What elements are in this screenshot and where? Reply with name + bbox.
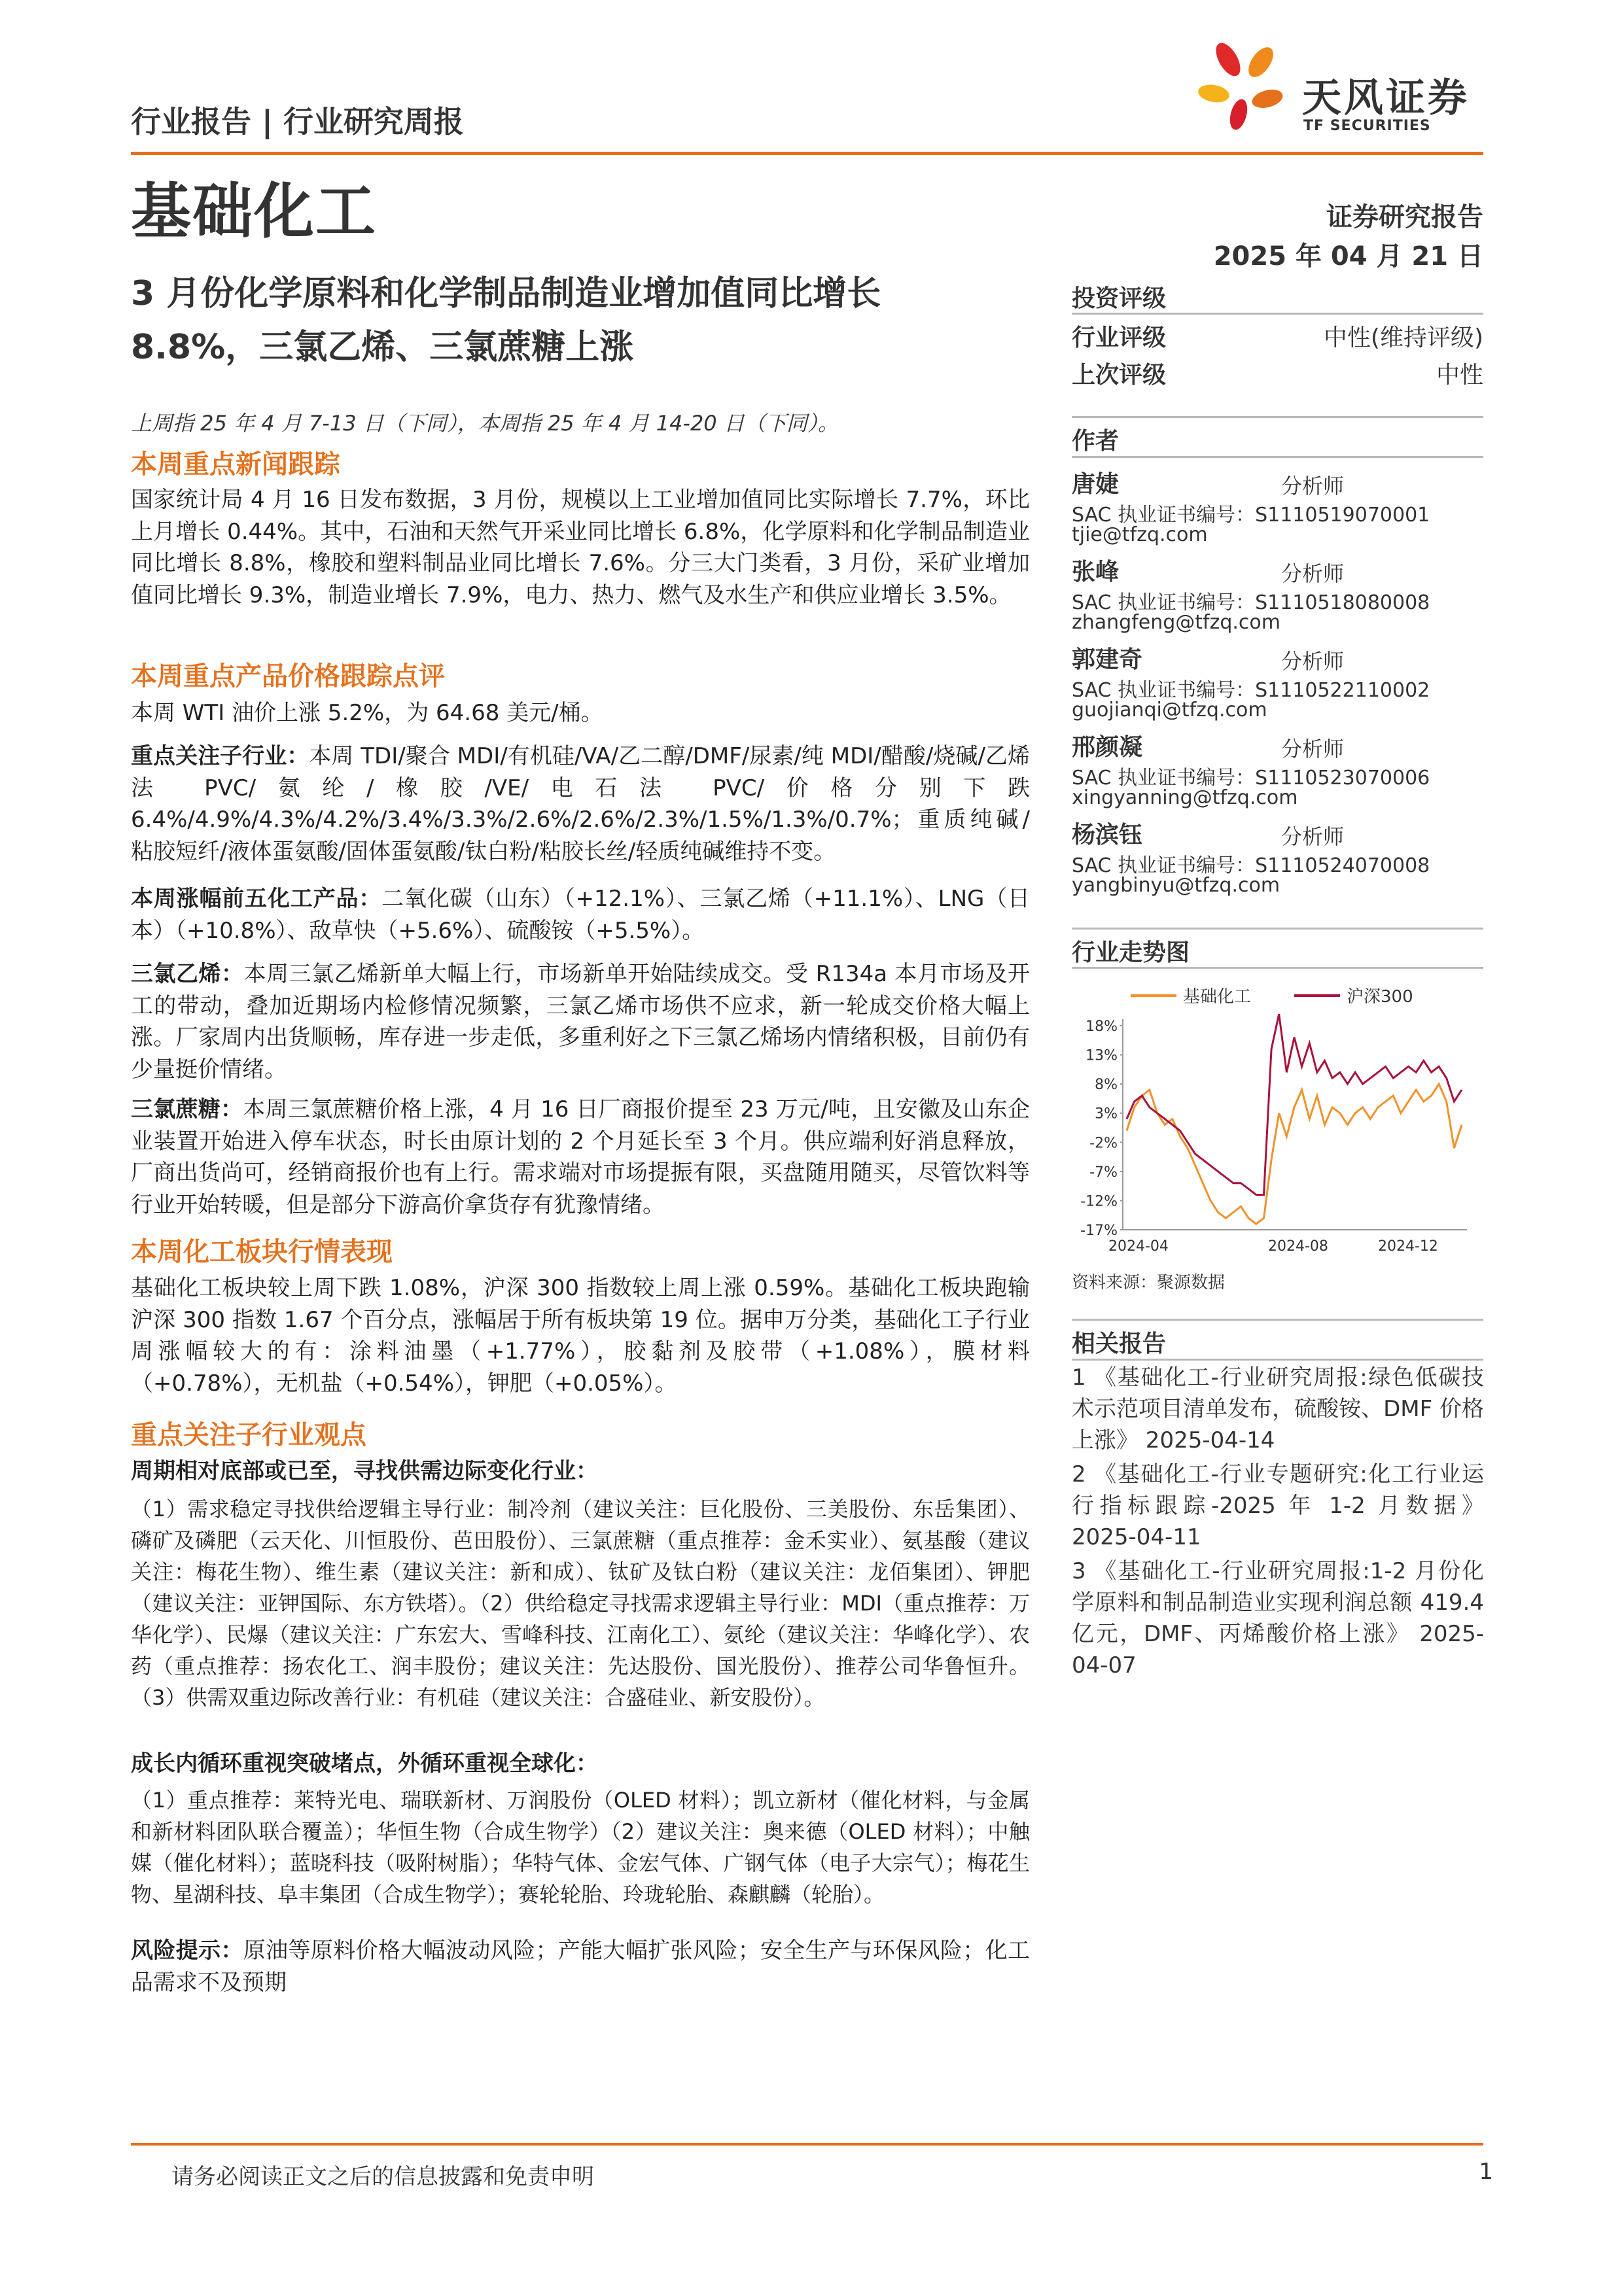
legend-label-0: 基础化工 — [1183, 987, 1252, 1007]
rating-head: 投资评级 — [1072, 285, 1167, 312]
author-sac: SAC 执业证书编号：S1110519070001 — [1072, 504, 1430, 527]
trend-head: 行业走势图 — [1072, 939, 1190, 966]
prev-rating-value: 中性 — [1436, 362, 1483, 389]
section-sector-head: 本周化工板块行情表现 — [131, 1237, 393, 1267]
y-tick-label: 8% — [1095, 1077, 1118, 1094]
cycle-head: 周期相对底部或已至，寻找供需边际变化行业： — [131, 1458, 598, 1484]
related-divider — [1072, 1359, 1483, 1361]
author-sac: SAC 执业证书编号：S1110523070006 — [1072, 767, 1430, 790]
related-head: 相关报告 — [1072, 1331, 1167, 1357]
growth-head: 成长内循环重视突破堵点，外循环重视全球化： — [131, 1750, 598, 1777]
author-role: 分析师 — [1281, 737, 1345, 761]
y-tick-label: -17% — [1080, 1223, 1118, 1239]
author-sac: SAC 执业证书编号：S1110518080008 — [1072, 591, 1430, 614]
prev-rating-label: 上次评级 — [1072, 362, 1167, 389]
sucralose-paragraph — [131, 1094, 1030, 1221]
risk-body: 原油等原料价格大幅波动风险；产能大幅扩张风险；安全生产与环保风险；化工品需求不及预期 — [131, 1938, 1030, 1996]
footer-divider — [131, 2143, 1483, 2146]
authors-head: 作者 — [1072, 428, 1120, 455]
author-role: 分析师 — [1281, 649, 1345, 674]
industry-rating-label: 行业评级 — [1072, 324, 1167, 351]
y-tick-label: -12% — [1080, 1193, 1118, 1210]
report-type: 行业报告 | 行业研究周报 — [131, 104, 464, 139]
y-tick-label: -2% — [1089, 1135, 1118, 1152]
y-tick-label: 13% — [1086, 1047, 1118, 1064]
top5-body: 二氧化碳（山东）（+12.1%）、三氯乙烯（+11.1%）、LNG（日本）（+10.8%）、敌草快（+5.6%）、硫酸铵（+5.5%）。 — [131, 886, 1030, 944]
author-name: 杨滨钰 — [1072, 822, 1143, 848]
y-tick-label: 3% — [1095, 1105, 1118, 1122]
main-title — [131, 267, 1047, 374]
tce-paragraph — [131, 958, 1030, 1085]
author-email[interactable]: tjie@tfzq.com — [1072, 523, 1208, 546]
related-item[interactable]: 1 《基础化工-行业研究周报:绿色低碳技术示范项目清单发布，硫酸铵、DMF 价格上涨》 2025-04-14 — [1072, 1365, 1484, 1453]
author-email[interactable]: zhangfeng@tfzq.com — [1072, 611, 1280, 634]
author-name: 张峰 — [1072, 559, 1120, 585]
growth-body: （1）重点推荐：莱特光电、瑞联新材、万润股份（OLED 材料）；凯立新材（催化材料，与金属和新材料团队联合覆盖）；华恒生物（合成生物学）（2）建议关注：奥来德（OLED 材料）；中触媒（催化材料）；蓝晓科技（吸附树脂）；华特气体、金宏气体、广钢气体（电子大宗气）；梅花生物、星湖科技、阜丰集团（合成生物学）；赛轮轮胎、玲珑轮胎、森麒麟（轮胎）。 — [131, 1788, 1030, 1907]
chart-source: 资料来源：聚源数据 — [1072, 1273, 1226, 1293]
author-role: 分析师 — [1281, 561, 1345, 586]
report-kind: 证券研究报告 — [1326, 202, 1483, 232]
industry-rating-value: 中性(维持评级) — [1323, 324, 1483, 351]
author-name: 邢颜凝 — [1072, 734, 1143, 761]
author-sac: SAC 执业证书编号：S1110522110002 — [1072, 679, 1430, 702]
risk-paragraph — [131, 1935, 1030, 1998]
logo — [1194, 36, 1292, 134]
rating-divider — [1072, 313, 1483, 315]
wti-text: 本周 WTI 油价上涨 5.2%，为 64.68 美元/桶。 — [131, 700, 603, 726]
logo-name: 天风证券 — [1302, 75, 1470, 121]
legend-label-1: 沪深300 — [1347, 987, 1413, 1007]
footer-disclaimer[interactable]: 请务必阅读正文之后的信息披露和免责申明 — [171, 2164, 594, 2190]
trend-divider — [1072, 967, 1483, 969]
tce-label: 三氯乙烯： — [131, 961, 244, 987]
author-role: 分析师 — [1281, 824, 1345, 849]
author-name: 郭建奇 — [1072, 646, 1143, 673]
related-item[interactable]: 3 《基础化工-行业研究周报:1-2 月份化学原料和制品制造业实现利润总额 419.4 亿元，DMF、丙烯酸价格上涨》 2025-04-07 — [1072, 1558, 1484, 1679]
author-email[interactable]: xingyanning@tfzq.com — [1072, 786, 1298, 809]
related-item[interactable]: 2 《基础化工-行业专题研究:化工行业运行指标跟踪-2025 年 1-2 月数据》 2025-04-11 — [1072, 1461, 1484, 1550]
focus-label: 重点关注子行业： — [131, 743, 309, 769]
trend-top-divider — [1072, 928, 1483, 930]
plot-area — [1080, 1014, 1467, 1255]
period-note: 上周指 25 年 4 月 7-13 日（下同），本周指 25 年 4 月 14-20 日（下同）。 — [131, 411, 839, 436]
title-line-2: 8.8%，三氯乙烯、三氯蔗糖上涨 — [131, 328, 634, 367]
top5-paragraph — [131, 883, 1030, 947]
series-line-0 — [1127, 1084, 1462, 1224]
trend-chart-svg — [1072, 971, 1483, 1262]
author-sac: SAC 执业证书编号：S1110524070008 — [1072, 854, 1430, 877]
report-date: 2025 年 04 月 21 日 — [1213, 241, 1483, 271]
section-news-head: 本周重点新闻跟踪 — [131, 449, 340, 479]
author-name: 唐婕 — [1072, 471, 1120, 498]
focus-paragraph — [131, 740, 1030, 867]
top5-label: 本周涨幅前五化工产品： — [131, 886, 382, 912]
news-body: 国家统计局 4 月 16 日发布数据，3 月份，规模以上工业增加值同比实际增长 7.7%，环比上月增长 0.44%。其中，石油和天然气开采业同比增长 6.8%，化学原料和化学制品制造业同比增长 8.8%，橡胶和塑料制品业同比增长 7.6%。分三大门类看，3 月份，采矿业增加值同比增长 9.3%，制造业增长 7.9%，电力、热力、燃气及水生产和供应业增长 3.5%。 — [131, 487, 1030, 608]
section-price-head: 本周重点产品价格跟踪点评 — [131, 661, 445, 691]
industry-title: 基础化工 — [131, 177, 378, 247]
sector-body: 基础化工板块较上周下跌 1.08%，沪深 300 指数较上周上涨 0.59%。基础化工板块跑输沪深 300 指数 1.67 个百分点，涨幅居于所有板块第 19 位。据申万分类，基础化工子行业周涨幅较大的有：涂料油墨（+1.77%），胶黏剂及胶带（+1.08%），膜材料（+0.78%），无机盐（+0.54%），钾肥（+0.05%）。 — [131, 1275, 1030, 1397]
logo-mark-icon — [1194, 36, 1292, 134]
trend-chart — [1072, 971, 1483, 1262]
sucralose-label: 三氯蔗糖： — [131, 1096, 243, 1122]
author-email[interactable]: guojianqi@tfzq.com — [1072, 699, 1267, 722]
author-email[interactable]: yangbinyu@tfzq.com — [1072, 874, 1280, 897]
y-tick-label: 18% — [1086, 1018, 1118, 1035]
related-top-divider — [1072, 1319, 1483, 1321]
x-tick-label: 2024-04 — [1108, 1238, 1169, 1255]
section-view-head: 重点关注子行业观点 — [131, 1420, 366, 1450]
focus-body: 本周 TDI/聚合 MDI/有机硅/VA/乙二醇/DMF/尿素/纯 MDI/醋酸/烧碱/乙烯法 PVC/氨纶/橡胶/VE/电石法 PVC/价格分别下跌 6.4%/4.9%/4.3%/4.2%/3.4%/3.3%/2.6%/2.6%/2.3%/1.5%/1.3%/0.7%；重质纯碱/粘胶短纤/液体蛋氨酸/固体蛋氨酸/钛白粉/粘胶长丝/轻质纯碱维持不变。 — [131, 743, 1031, 865]
tce-body: 本周三氯乙烯新单大幅上行，市场新单开始陆续成交。受 R134a 本月市场及开工的带动，叠加近期场内检修情况频繁，三氯乙烯市场供不应求，新一轮成交价格大幅上涨。厂家周内出货顺畅，库存进一步走低，多重利好之下三氯乙烯场内情绪积极，目前仍有少量挺价情绪。 — [131, 961, 1031, 1083]
risk-label: 风险提示： — [131, 1938, 243, 1964]
x-tick-label: 2024-12 — [1378, 1238, 1438, 1255]
title-line-1: 3 月份化学原料和化学制品制造业增加值同比增长 — [131, 274, 881, 313]
sucralose-body: 本周三氯蔗糖价格上涨，4 月 16 日厂商报价提至 23 万元/吨，且安徽及山东企业装置开始进入停车状态，时长由原计划的 2 个月延长至 3 个月。供应端利好消息释放，厂商出货尚可，经销商报价也有上行。需求端对市场提振有限，买盘随用随买，尽管饮料等行业开始转暖，但是部分下游高价拿货存有犹豫情绪。 — [131, 1096, 1030, 1218]
header-divider — [131, 152, 1483, 155]
authors-top-divider — [1072, 416, 1483, 418]
logo-sub: TF SECURITIES — [1303, 118, 1431, 134]
authors-divider — [1072, 456, 1483, 458]
series-line-1 — [1127, 1014, 1462, 1194]
author-role: 分析师 — [1281, 474, 1345, 498]
page-number: 1 — [1479, 2159, 1493, 2185]
y-tick-label: -7% — [1089, 1164, 1118, 1181]
cycle-body: （1）需求稳定寻找供给逻辑主导行业：制冷剂（建议关注：巨化股份、三美股份、东岳集团）、磷矿及磷肥（云天化、川恒股份、芭田股份）、三氯蔗糖（重点推荐：金禾实业）、氨基酸（建议关注：梅花生物）、维生素（建议关注：新和成）、钛矿及钛白粉（建议关注：龙佰集团）、钾肥（建议关注：亚钾国际、东方铁塔）。（2）供给稳定寻找需求逻辑主导行业：MDI（重点推荐：万华化学）、民爆（建议关注：广东宏大、雪峰科技、江南化工）、氨纶（建议关注：华峰化学）、农药（重点推荐：扬农化工、润丰股份；建议关注：先达股份、国光股份）、推荐公司华鲁恒升。（3）供需双重边际改善行业：有机硅（建议关注：合盛硅业、新安股份）。 — [131, 1497, 1030, 1710]
x-tick-label: 2024-08 — [1268, 1238, 1328, 1255]
